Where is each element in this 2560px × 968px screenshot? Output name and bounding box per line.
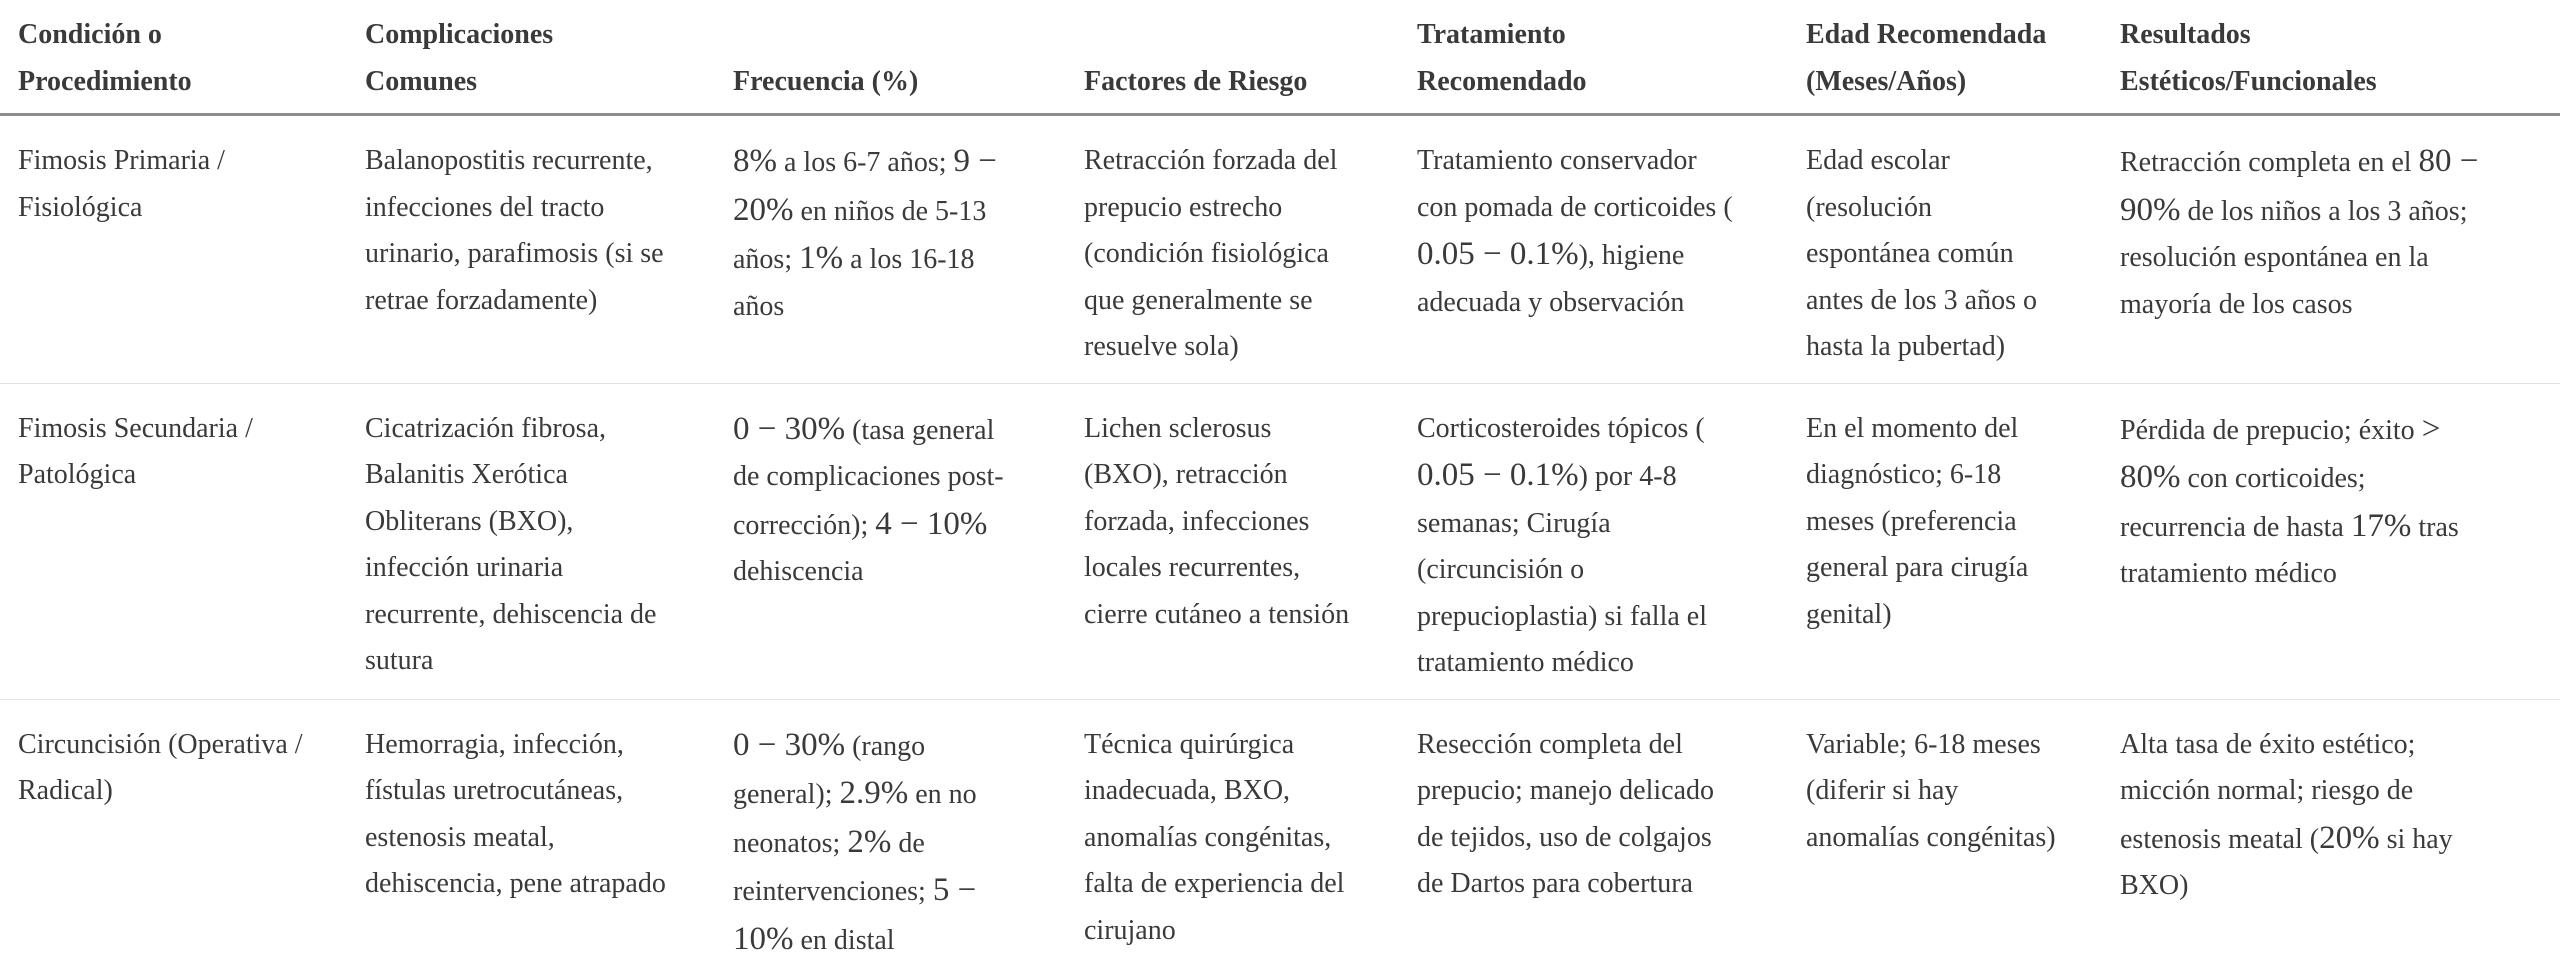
cell-complications: Cicatrización fibrosa, Balanitis Xerótica Obliterans (BXO), infección urinaria recurrente, dehiscencia de sutura (347, 383, 715, 699)
header-results: Resultados Estéticos/Funcionales (2102, 0, 2560, 115)
cell-results: Pérdida de prepucio; éxito > 80% con corticoides; recurrencia de hasta 17% tras tratamiento médico (2102, 383, 2560, 699)
cell-risk-factors: Lichen sclerosus (BXO), retracción forzada, infecciones locales recurrentes, cierre cutáneo a tensión (1066, 383, 1399, 699)
cell-risk-factors: Retracción forzada del prepucio estrecho (condición fisiológica que generalmente se resuelve sola) (1066, 115, 1399, 384)
table-body (0, 115, 2560, 968)
table-row (0, 699, 2560, 968)
header-row (0, 0, 2560, 115)
cell-frequency: 8% a los 6-7 años; 9 − 20% en niños de 5-13 años; 1% a los 16-18 años (715, 115, 1066, 384)
cell-recommended-age: En el momento del diagnóstico; 6-18 meses (preferencia general para cirugía genital) (1788, 383, 2102, 699)
header-condition: Condición o Procedimiento (0, 0, 347, 115)
header-complications: Complicaciones Comunes (347, 0, 715, 115)
header-risk-factors: Factores de Riesgo (1066, 0, 1399, 115)
cell-condition: Fimosis Primaria / Fisiológica (0, 115, 347, 384)
header-recommended-age: Edad Recomendada (Meses/Años) (1788, 0, 2102, 115)
table-row (0, 115, 2560, 384)
header-frequency: Frecuencia (%) (715, 0, 1066, 115)
cell-complications: Hemorragia, infección, fístulas uretrocutáneas, estenosis meatal, dehiscencia, pene atrapado (365, 728, 666, 899)
table-header (0, 0, 2560, 115)
cell-recommended-age: Edad escolar (resolución espontánea común antes de los 3 años o hasta la pubertad) (1788, 115, 2102, 384)
cell-results: Alta tasa de éxito estético; micción normal; riesgo de estenosis meatal (20% si hay BXO) (2120, 728, 2453, 901)
cell-complications: Balanopostitis recurrente, infecciones del tracto urinario, parafimosis (si se retrae forzadamente) (347, 115, 715, 384)
header-treatment: Tratamiento Recomendado (1399, 0, 1788, 115)
cell-frequency: 0 − 30% (rango general); 2.9% en no neonatos; 2% de reintervenciones; 5 − 10% en distal (733, 726, 977, 957)
cell-treatment: Resección completa del prepucio; manejo delicado de tejidos, uso de colgajos de Dartos para cobertura (1417, 728, 1714, 899)
cell-treatment: Tratamiento conservador con pomada de corticoides ( 0.05 − 0.1%), higiene adecuada y observación (1399, 115, 1788, 384)
cell-results: Retracción completa en el 80 − 90% de los niños a los 3 años; resolución espontánea en la mayoría de los casos (2102, 115, 2560, 384)
cell-condition: Fimosis Secundaria / Patológica (0, 383, 347, 699)
cell-frequency: 0 − 30% (tasa general de complicaciones post- corrección); 4 − 10% dehiscencia (715, 383, 1066, 699)
cell-treatment: Corticosteroides tópicos ( 0.05 − 0.1%) por 4-8 semanas; Cirugía (circuncisión o prepucioplastia) si falla el tratamiento médico (1399, 383, 1788, 699)
cell-condition: Circuncisión (Operativa / Radical) (18, 728, 303, 806)
cell-recommended-age: Variable; 6-18 meses (diferir si hay anomalías congénitas) (1806, 728, 2056, 853)
table-row (0, 383, 2560, 699)
cell-risk-factors: Técnica quirúrgica inadecuada, BXO, anomalías congénitas, falta de experiencia del cirujano (1084, 728, 1345, 946)
